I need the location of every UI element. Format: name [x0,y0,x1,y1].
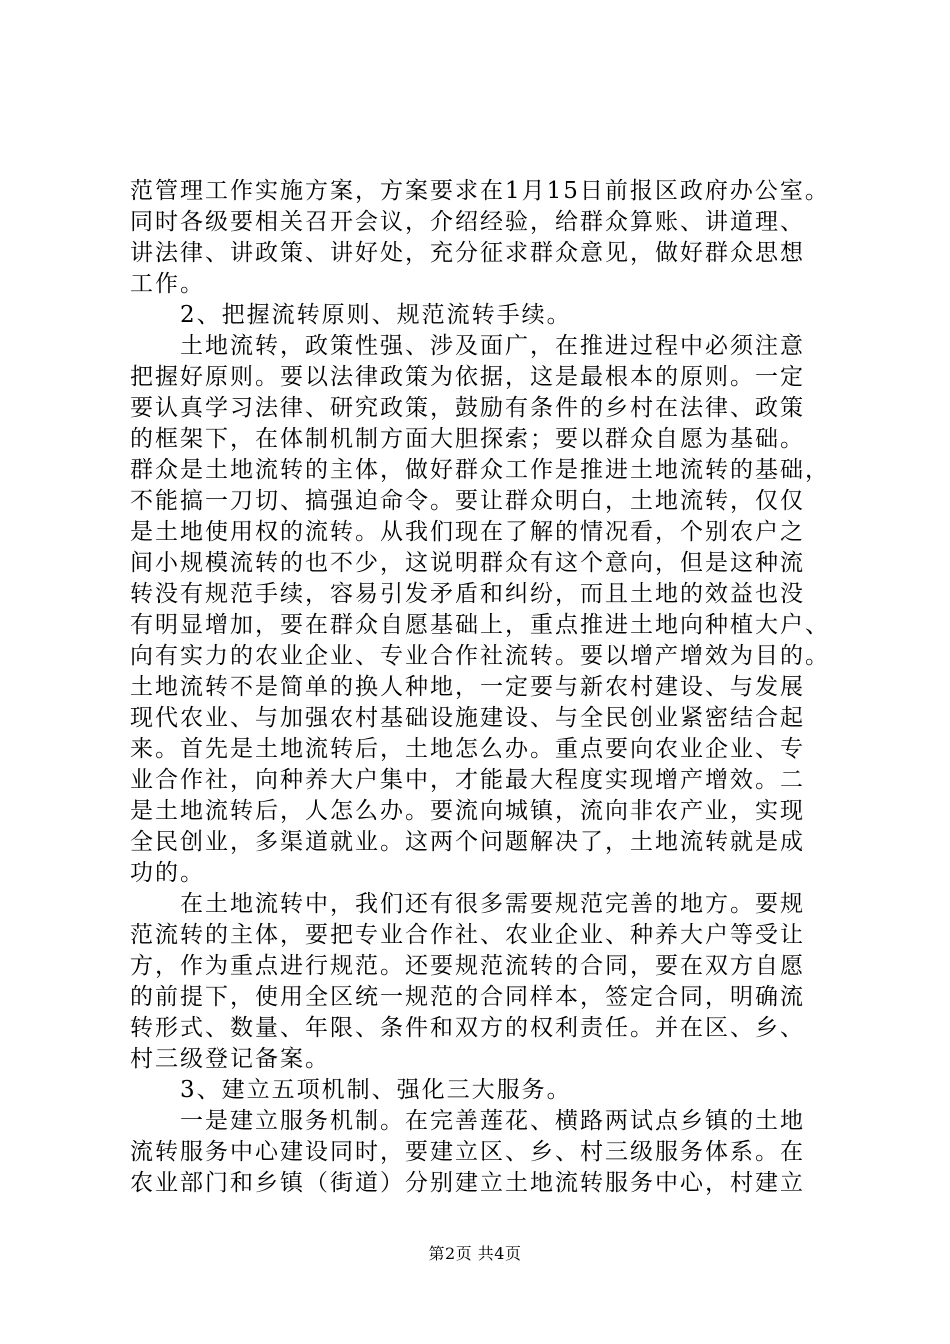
text-line: 间小规模流转的也不少，这说明群众有这个意向，但是这种流 [130,550,805,576]
text-line: 土地流转不是简单的换人种地，一定要与新农村建设、与发展 [130,674,805,700]
text-line: 农业部门和乡镇（街道）分别建立土地流转服务中心，村建立 [130,1170,805,1196]
text-line: 范流转的主体，要把专业合作社、农业企业、种养大户等受让 [130,922,805,948]
text-line: 有明显增加，要在群众自愿基础上，重点推进土地向种植大户、 [130,612,830,638]
text-line: 同时各级要相关召开会议，介绍经验，给群众算账、讲道理、 [130,209,805,235]
text-line: 的前提下，使用全区统一规范的合同样本，签定合同，明确流 [130,984,805,1010]
text-line: 在土地流转中，我们还有很多需要规范完善的地方。要规 [180,891,805,917]
text-line: 群众是土地流转的主体，做好群众工作是推进土地流转的基础， [130,457,830,483]
text-line: 要认真学习法律、研究政策，鼓励有条件的乡村在法律、政策 [130,395,805,421]
text-line: 不能搞一刀切、搞强迫命令。要让群众明白，土地流转，仅仅 [130,488,805,514]
text-line: 工作。 [130,271,205,297]
text-line: 向有实力的农业企业、专业合作社流转。要以增产增效为目的。 [130,643,830,669]
text-line: 的框架下，在体制机制方面大胆探索；要以群众自愿为基础。 [130,426,805,452]
text-line: 村三级登记备案。 [130,1046,330,1072]
text-line: 来。首先是土地流转后，土地怎么办。重点要向农业企业、专 [130,736,805,762]
text-line: 现代农业、与加强农村基础设施建设、与全民创业紧密结合起 [130,705,805,731]
section-heading: 2、把握流转原则、规范流转手续。 [180,302,572,328]
text-line: 功的。 [130,860,205,886]
text-line: 转形式、数量、年限、条件和双方的权利责任。并在区、乡、 [130,1015,805,1041]
text-line: 转没有规范手续，容易引发矛盾和纠纷，而且土地的效益也没 [130,581,805,607]
text-line: 范管理工作实施方案，方案要求在1月15日前报区政府办公室。 [130,178,830,204]
section-heading: 3、建立五项机制、强化三大服务。 [180,1077,572,1103]
text-line: 全民创业，多渠道就业。这两个问题解决了，土地流转就是成 [130,829,805,855]
text-line: 是土地使用权的流转。从我们现在了解的情况看，个别农户之 [130,519,805,545]
text-line: 土地流转，政策性强、涉及面广，在推进过程中必须注意 [180,333,805,359]
document-body [130,176,830,1199]
text-line: 一是建立服务机制。在完善莲花、横路两试点乡镇的土地 [180,1108,805,1134]
page-number-footer: 第2页 共4页 [428,1244,522,1263]
text-line: 流转服务中心建设同时，要建立区、乡、村三级服务体系。在 [130,1139,805,1165]
text-line: 是土地流转后，人怎么办。要流向城镇，流向非农产业，实现 [130,798,805,824]
text-line: 讲法律、讲政策、讲好处，充分征求群众意见，做好群众思想 [130,240,805,266]
text-line: 业合作社，向种养大户集中，才能最大程度实现增产增效。二 [130,767,805,793]
text-line: 把握好原则。要以法律政策为依据，这是最根本的原则。一定 [130,364,805,390]
text-line: 方，作为重点进行规范。还要规范流转的合同，要在双方自愿 [130,953,805,979]
